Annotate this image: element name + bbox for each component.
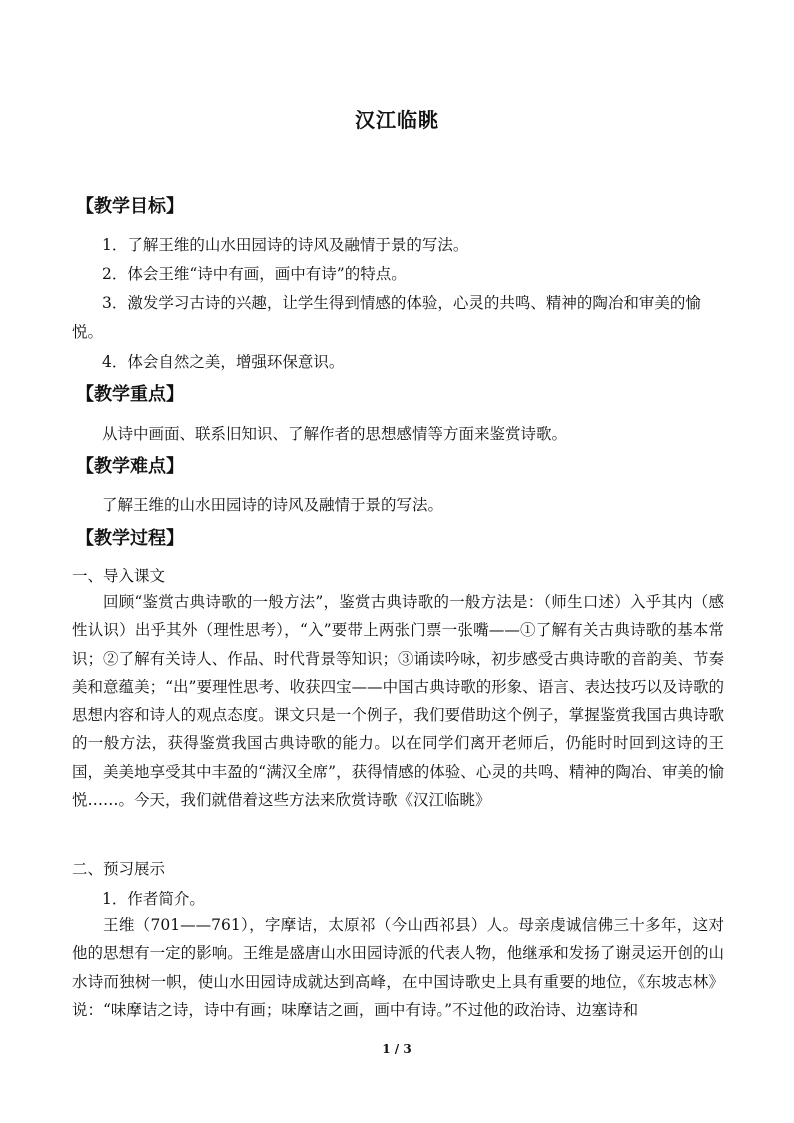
- part2-paragraph: 王维（701——761），字摩诘，太原祁（今山西祁县）人。母亲虔诚信佛三十多年，这对他的思想有一定的影响。王维是盛唐山水田园诗派的代表人物，他继承和发扬了谢灵运开创的山水诗而独树一帜，使山水田园诗成就达到高峰，在中国诗歌史上具有重要的地位，《东坡志林》说：“味摩诘之诗，诗中有画；味摩诘之画，画中有诗。”不过他的政治诗、边塞诗和: [72, 916, 724, 1019]
- difficulties-text: 了解王维的山水田园诗的诗风及融情于景的写法。: [102, 496, 444, 514]
- goal-item-1: 1．了解王维的山水田园诗的诗风及融情于景的写法。: [102, 236, 469, 254]
- goal-item-2: 2．体会王维“诗中有画，画中有诗”的特点。: [102, 265, 407, 283]
- part2-item-1: 1．作者简介。: [102, 890, 205, 908]
- goals-heading: 【教学目标】: [76, 196, 184, 217]
- page-number: 1 / 3: [382, 1042, 412, 1056]
- key-points-text: 从诗中画面、联系旧知识、了解作者的思想感情等方面来鉴赏诗歌。: [102, 425, 568, 443]
- goal-item-3-cont: 悦。: [72, 323, 104, 341]
- goal-item-3: 3．激发学习古诗的兴趣，让学生得到情感的体验，心灵的共鸣、精神的陶冶和审美的愉: [102, 294, 701, 312]
- document-title: 汉江临眺: [355, 108, 439, 132]
- part1-paragraph: 回顾“鉴赏古典诗歌的一般方法”，鉴赏古典诗歌的一般方法是：（师生口述）入乎其内（感性认识）出乎其外（理性思考），“入”要带上两张门票一张嘴——①了解有关古典诗歌的基本常识；②了解有关诗人、作品、时代背景等知识；③诵读吟咏，初步感受古典诗歌的音韵美、节奏美和意蕴美；“出”要理性思考、收获四宝——中国古典诗歌的形象、语言、表达技巧以及诗歌的思想内容和诗人的观点态度。课文只是一个例子，我们要借助这个例子，掌握鉴赏我国古典诗歌的一般方法，获得鉴赏我国古典诗歌的能力。以在同学们离开老师后，仍能时时回到这诗的王国，美美地享受其中丰盈的“满汉全席”，获得情感的体验、心灵的共鸣、精神的陶冶、审美的愉悦……。今天，我们就借着这些方法来欣赏诗歌《汉江临眺》: [72, 593, 724, 810]
- key-points-heading: 【教学重点】: [76, 384, 184, 405]
- goal-item-4: 4．体会自然之美，增强环保意识。: [102, 353, 345, 371]
- part1-title: 一、导入课文: [72, 567, 166, 585]
- difficulties-heading: 【教学难点】: [76, 456, 184, 477]
- process-heading: 【教学过程】: [76, 528, 184, 549]
- part2-title: 二、预习展示: [72, 860, 166, 878]
